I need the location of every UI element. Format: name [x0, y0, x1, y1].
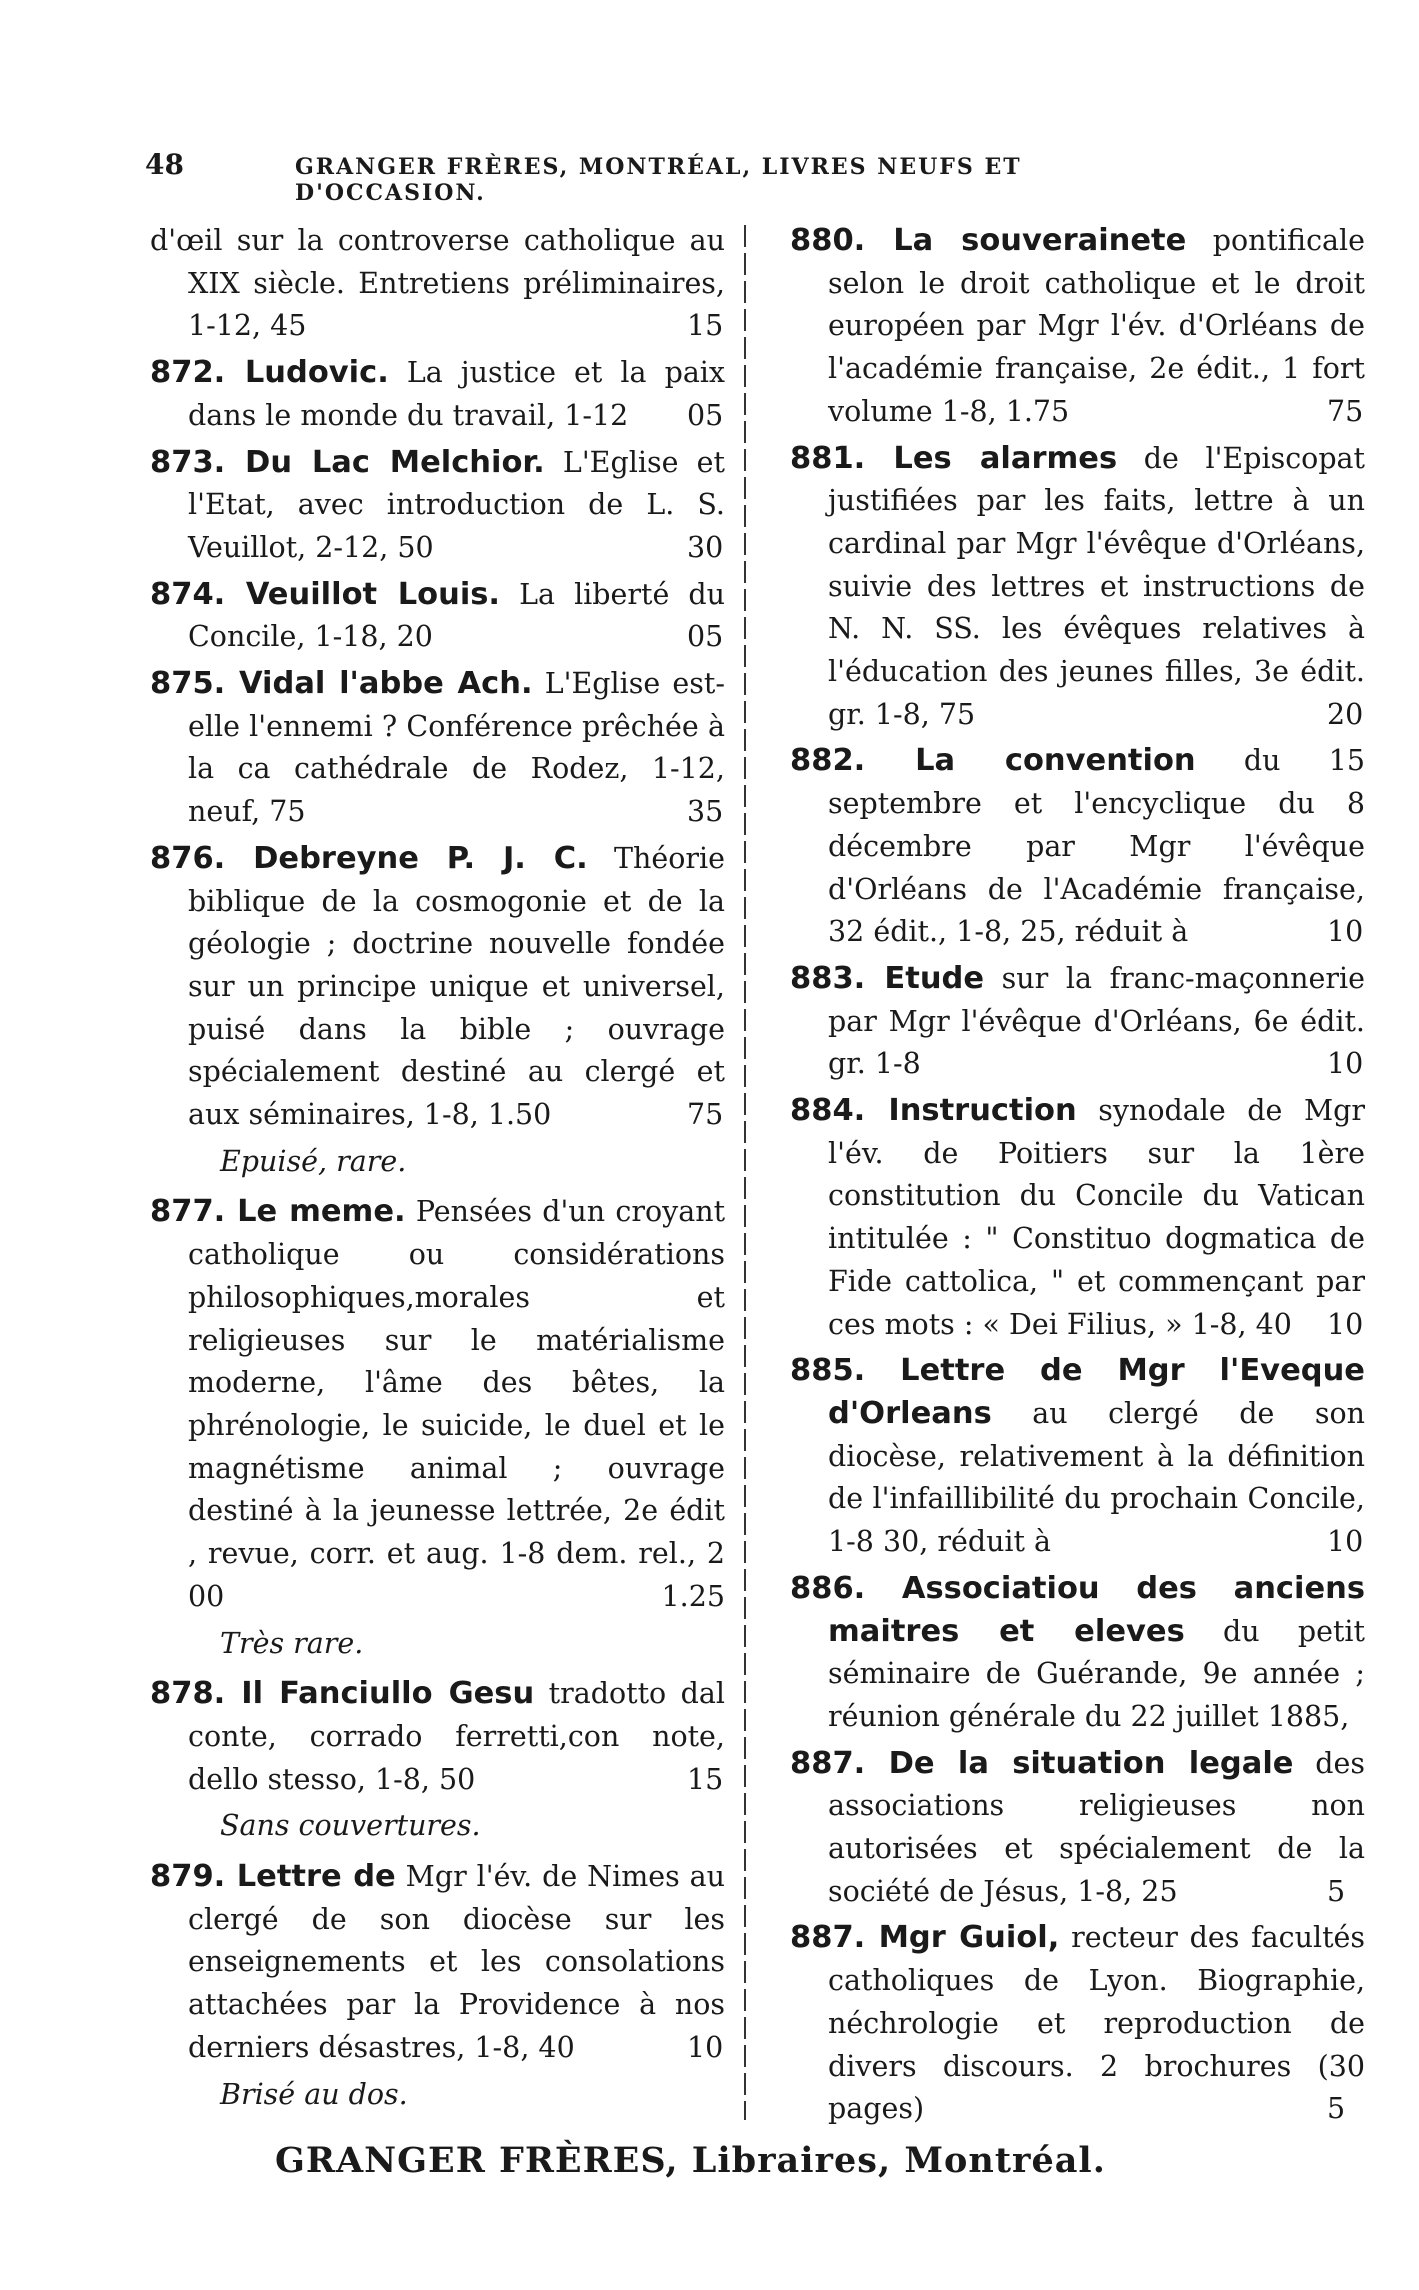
- catalog-entry: [150, 838, 725, 1184]
- entry-title: Lettre de: [236, 1859, 396, 1895]
- entry-description: tradotto dal conte, corrado ferretti,con note, dello stesso, 1-8, 50: [188, 1677, 725, 1796]
- entry-description: L'Eglise et l'Etat, avec introduction de L. S. Veuillot, 2-12, 50: [188, 445, 725, 564]
- entry-description: pontificale selon le droit catholique et le droit européen par Mgr l'év. d'Orléans de l'académie française, 2e édit., 1 fort volume 1-8, 1.75: [828, 224, 1366, 428]
- entry-number: 886.: [790, 1570, 902, 1606]
- entry-title: Lettre de Mgr l'Eveque d'Orleans: [828, 1353, 1365, 1431]
- entry-number: 881.: [790, 440, 894, 476]
- entry-number: 874.: [150, 576, 246, 612]
- entry-note: Epuisé, rare.: [220, 1144, 407, 1178]
- entry-description: d'œil sur la controverse catholique au XIX siècle. Entretiens préliminaires, 1-12, 45: [150, 224, 725, 343]
- entry-description: Mgr l'év. de Nimes au clergé de son diocèse sur les enseignements et les consolations attachées par la Providence à nos derniers désastres, 1-8, 40: [188, 1860, 725, 2064]
- catalog-entry: [790, 958, 1365, 1090]
- page-number: 48: [145, 148, 184, 181]
- entry-title: Ludovic.: [244, 355, 389, 391]
- entry-number: 879.: [150, 1859, 237, 1895]
- entry-title: Du Lac Melchior.: [245, 444, 545, 480]
- entry-number: 883.: [790, 960, 885, 996]
- entry-number: 885.: [790, 1353, 901, 1389]
- catalog-entry: [150, 1673, 725, 1848]
- entry-body: 879. Lettre de Mgr l'év. de Nimes au clergé de son diocèse sur les enseignements et les consolations attachées par la Providence à nos derniers désastres, 1-8, 40 10: [150, 1859, 725, 2064]
- entry-description: recteur des facultés catholiques de Lyon. Biographie, néchrologie et reproduction de divers discours. 2 brochures (30 pages): [828, 1921, 1366, 2126]
- entry-number: 878.: [150, 1676, 242, 1712]
- entry-description: du 15 septembre et l'encyclique du 8 décembre par Mgr l'évêque d'Orléans de l'Académie française, 32 édit., 1-8, 25, réduit à: [828, 744, 1365, 949]
- entry-number: 876.: [150, 840, 254, 876]
- entry-body: 878. Il Fanciullo Gesu tradotto dal conte, corrado ferretti,con note, dello stesso, 1-8, 50 15: [150, 1676, 725, 1796]
- entry-title: La souverainete: [893, 223, 1187, 258]
- entry-description: La justice et la paix dans le monde du travail, 1-12: [188, 356, 725, 432]
- entry-body: 883. Etude sur la franc-maçonnerie par Mgr l'évêque d'Orléans, 6e édit. gr. 1-8 10: [790, 960, 1366, 1081]
- entry-title: Vidal l'abbe Ach.: [238, 666, 533, 702]
- entry-description: au clergé de son diocèse, relativement à la définition de l'infaillibilité du prochain Concile, 1-8 30, réduit à: [828, 1396, 1365, 1559]
- entry-description: des associations religieuses non autorisées et spécialement de la société de Jésus, 1-8, 25: [828, 1746, 1365, 1908]
- catalog-entry: [790, 1743, 1365, 1918]
- page-footer: GRANGER FRÈRES, Libraires, Montréal.: [275, 2140, 1106, 2181]
- entry-body: 873. Du Lac Melchior. L'Eglise et l'Etat, avec introduction de L. S. Veuillot, 2-12, 50 30: [150, 444, 725, 564]
- catalog-entry: [790, 1350, 1365, 1568]
- entry-body: 875. Vidal l'abbe Ach. L'Eglise est-elle l'ennemi ? Conférence prêchée à la ca cathédrale de Rodez, 1-12, neuf, 75 35: [150, 666, 725, 829]
- entry-number: 875.: [150, 666, 239, 702]
- entry-note: Brisé au dos.: [220, 2077, 408, 2111]
- entry-body: [790, 1568, 1365, 1739]
- entry-number: 877.: [150, 1194, 238, 1230]
- entry-title: De la situation legale: [888, 1745, 1294, 1781]
- catalog-entry: [150, 442, 725, 574]
- entry-title: Il Fanciullo Gesu: [241, 1676, 535, 1712]
- entry-number: 887.: [790, 1920, 879, 1956]
- entry-description: La liberté du Concile, 1-18, 20: [188, 577, 726, 654]
- entry-description: sur la franc-maçonnerie par Mgr l'évêque d'Orléans, 6e édit. gr. 1-8: [828, 961, 1366, 1081]
- left-column: [150, 220, 725, 2124]
- catalog-entry: [150, 574, 725, 663]
- entry-description: Pensées d'un croyant catholique ou considérations philosophiques,morales et religieuses sur le matérialisme moderne, l'âme des bêtes, la phrénologie, le suicide, le duel et le magnétisme animal ; ouvrage destiné à la jeunesse lettrée, 2e édit , revue, corr. et aug. 1-8 dem. rel., 2 00: [188, 1195, 726, 1613]
- right-column: [790, 220, 1365, 2135]
- entry-description: du petit séminaire de Guérande, 9e année ; réunion générale du 22 juillet 1885,: [828, 1614, 1365, 1733]
- entry-number: 872.: [150, 355, 245, 391]
- entry-number: 884.: [790, 1093, 889, 1129]
- entry-description: L'Eglise est-elle l'ennemi ? Conférence prêchée à la ca cathédrale de Rodez, 1-12, neuf, 75: [188, 667, 725, 829]
- entry-number: 880.: [790, 223, 894, 258]
- entry-body: [150, 1191, 725, 1618]
- entry-body: 885. Lettre de Mgr l'Eveque d'Orleans au clergé de son diocèse, relativement à la définition de l'infaillibilité du prochain Concile, 1-8 30, réduit à 10: [790, 1353, 1365, 1559]
- entry-price: 1.25: [661, 1579, 725, 1613]
- running-title: GRANGER FRÈRES, MONTRÉAL, LIVRES NEUFS ET D'OCCASION.: [295, 154, 1022, 206]
- catalog-entry: [790, 1090, 1365, 1350]
- entry-body: 884. Instruction synodale de Mgr l'év. de Poitiers sur la 1ère constitution du Concile du Vatican intitulée : " Constituo dogmatica de Fide cattolica, " et commençant par ces mots : « Dei Filius, » 1-8, 40 10: [790, 1093, 1366, 1341]
- entry-title: Instruction: [888, 1093, 1077, 1129]
- catalog-entry: [150, 352, 725, 441]
- entry-body: 880. La souverainete pontificale selon le droit catholique et le droit européen par Mgr l'év. d'Orléans de l'académie française, 2e édit., 1 fort volume 1-8, 1.75 75: [790, 223, 1366, 428]
- catalog-entry: [790, 220, 1365, 438]
- entry-body: 874. Veuillot Louis. La liberté du Concile, 1-18, 20 05: [150, 576, 726, 654]
- entry-note: Sans couvertures.: [220, 1809, 481, 1843]
- entry-body: 887. Mgr Guiol, recteur des facultés catholiques de Lyon. Biographie, néchrologie et reproduction de divers discours. 2 brochures (30 pages) 5: [790, 1920, 1366, 2126]
- entry-body: 881. Les alarmes de l'Episcopat justifiées par les faits, lettre à un cardinal par Mgr l'évêque d'Orléans, suivie des lettres et instructions de N. N. SS. les évêques relatives à l'éducation des jeunes filles, 3e édit. gr. 1-8, 75 20: [790, 440, 1366, 731]
- entry-title: Etude: [884, 960, 985, 996]
- entry-title: Associatiou des anciens maitres et eleves: [828, 1570, 1365, 1649]
- entry-description: Théorie biblique de la cosmogonie et de la géologie ; doctrine nouvelle fondée sur un principe unique et universel, puisé dans la bible ; ouvrage spécialement destiné au clergé et aux séminaires, 1-8, 1.50: [188, 841, 725, 1132]
- entry-title: Les alarmes: [893, 440, 1118, 476]
- entry-title: Veuillot Louis.: [245, 576, 501, 612]
- entry-description: de l'Episcopat justifiées par les faits, lettre à un cardinal par Mgr l'évêque d'Orléans, suivie des lettres et instructions de N. N. SS. les évêques relatives à l'éducation des jeunes filles, 3e édit. gr. 1-8, 75: [828, 441, 1366, 731]
- catalog-entry: [150, 1856, 725, 2116]
- entry-title: La convention: [915, 743, 1196, 779]
- entry-body: 876. Debreyne P. J. C. Théorie biblique de la cosmogonie et de la géologie ; doctrine nouvelle fondée sur un principe unique et universel, puisé dans la bible ; ouvrage spécialement destiné au clergé et aux séminaires, 1-8, 1.50 75: [150, 840, 725, 1132]
- catalog-entry: [790, 1568, 1365, 1743]
- entry-title: Le meme.: [237, 1194, 406, 1230]
- column-divider: [744, 225, 746, 2120]
- catalog-entry: [150, 220, 725, 352]
- entry-number: 882.: [790, 743, 916, 779]
- entry-title: Debreyne P. J. C.: [253, 840, 588, 876]
- entry-note: Très rare.: [220, 1626, 364, 1660]
- entry-body: 872. Ludovic. La justice et la paix dans le monde du travail, 1-12 05: [150, 355, 725, 432]
- catalog-entry: [150, 663, 725, 838]
- entry-body: d'œil sur la controverse catholique au XIX siècle. Entretiens préliminaires, 1-12, 45 15: [150, 224, 725, 343]
- catalog-entry: [790, 740, 1365, 958]
- entry-number: 887.: [790, 1745, 889, 1781]
- catalog-entry: [150, 1191, 725, 1665]
- page-header: [145, 148, 1205, 206]
- entry-body: 887. De la situation legale des associations religieuses non autorisées et spécialement de la société de Jésus, 1-8, 25 5: [790, 1745, 1365, 1908]
- entry-number: 873.: [150, 444, 246, 480]
- entry-description: synodale de Mgr l'év. de Poitiers sur la 1ère constitution du Concile du Vatican intitulée : " Constituo dogmatica de Fide cattolica, " et commençant par ces mots : « Dei Filius, » 1-8, 40: [828, 1094, 1366, 1341]
- catalog-entry: [790, 438, 1365, 741]
- entry-body: 882. La convention du 15 septembre et l'encyclique du 8 décembre par Mgr l'évêque d'Orléans de l'Académie française, 32 édit., 1-8, 25, réduit à 10: [790, 743, 1365, 949]
- entry-title: Mgr Guiol,: [878, 1920, 1060, 1956]
- catalog-entry: [790, 1917, 1365, 2135]
